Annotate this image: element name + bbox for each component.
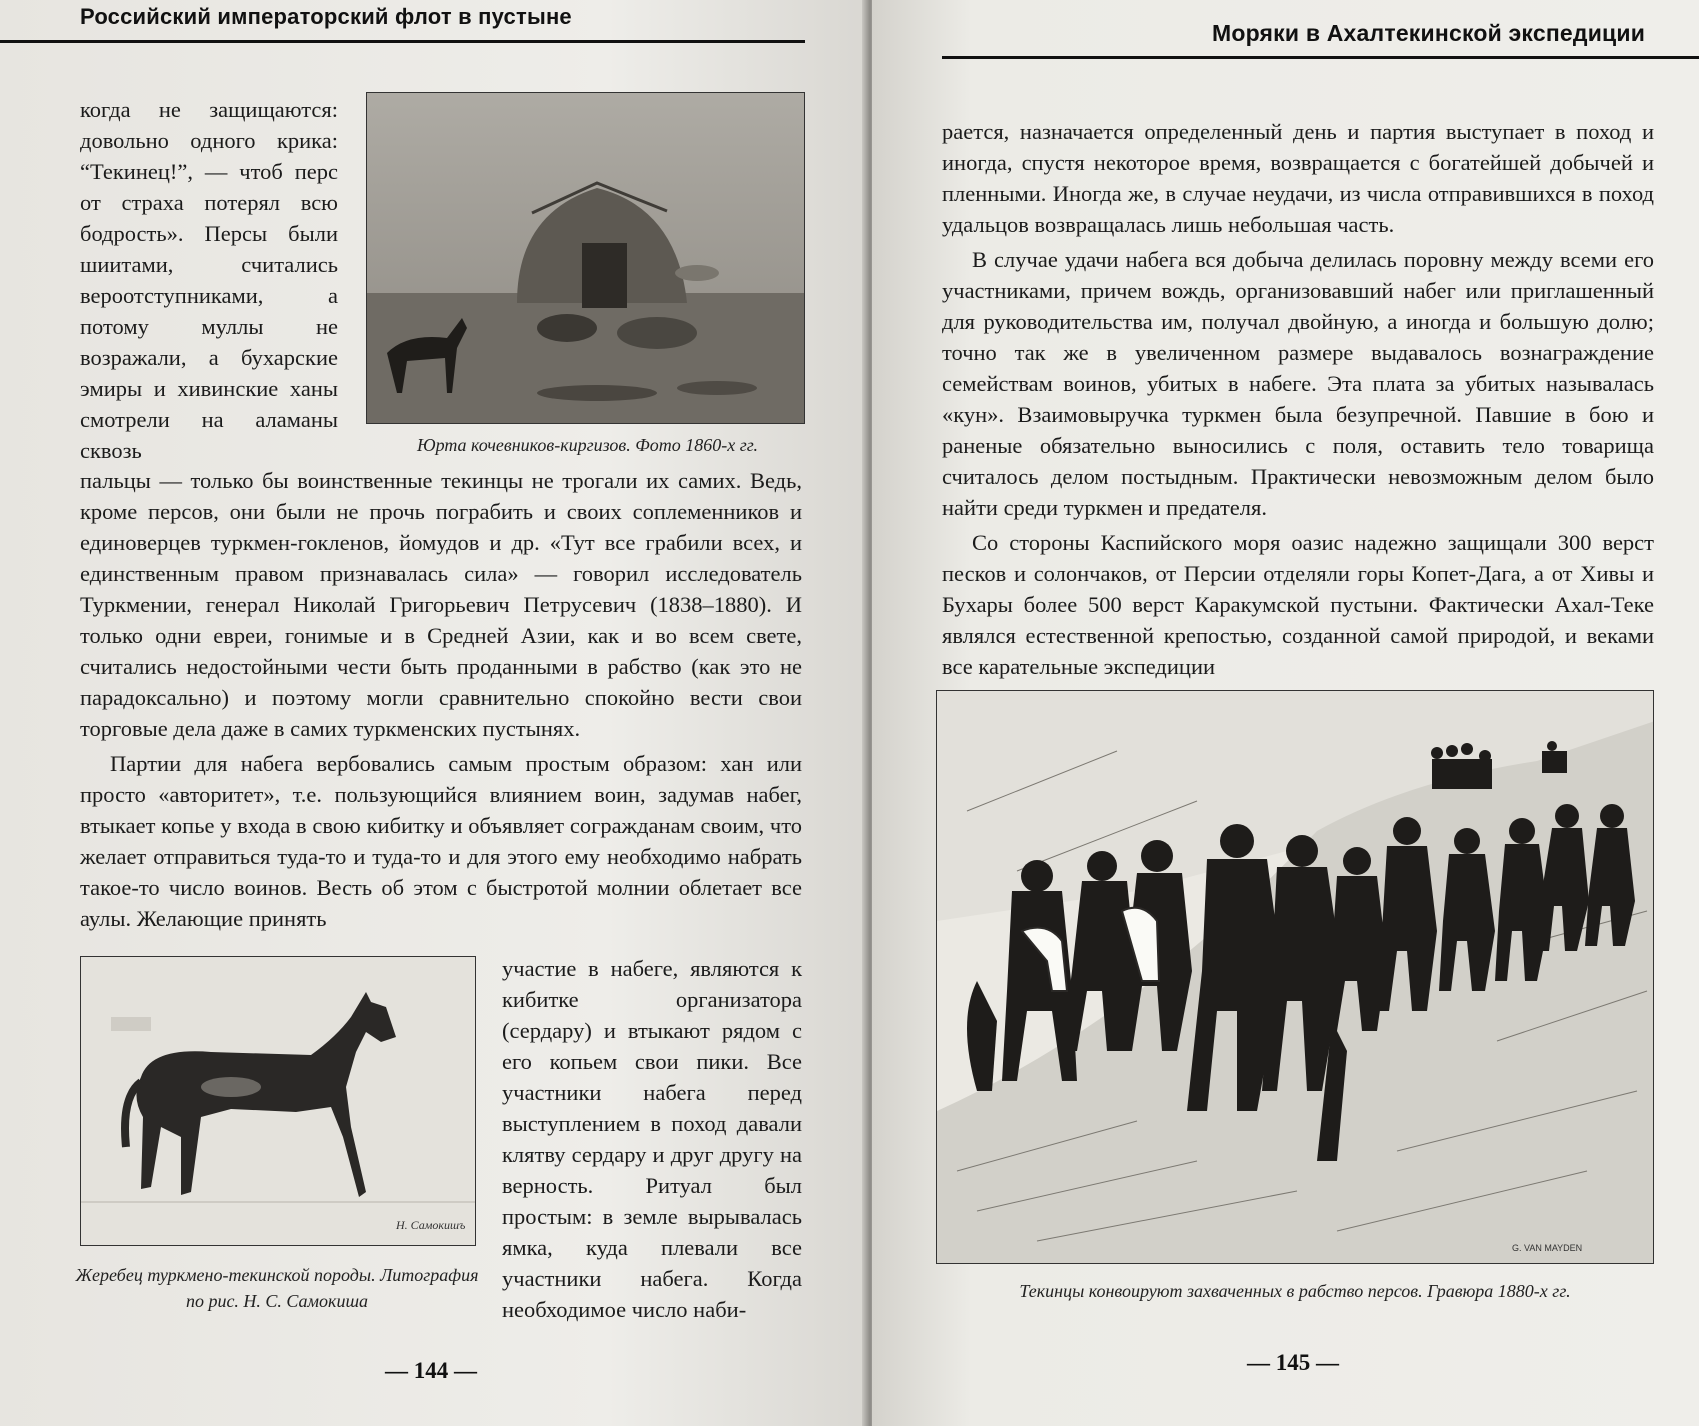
paragraph-wrap-bottom: участие в набеге, являются к кибитке организатора (сердару) и втыкают рядом с его копьем свои пики. Все участники набега перед выступлением в поход давали клятву сердару и друг другу на верность. Ритуал был простым: в земле вырывалась ямка, куда плевали все участники набега. Когда необходимое число наби-: [502, 956, 802, 1322]
paragraph-right-2: В случае удачи набега вся добыча делилась поровну между всеми его участниками, причем вождь, организовавший набег или приглашенный для руководительства им, получал двойную, а иногда и большую долю; точно так же в увеличенном размере выдавалось вознаграждение семействам воинов, убитых в набеге. Эта плата за убитых называлась «кун». Взаимовыручка туркмен была безупречной. Павшие в бою и раненые обязательно выносились с поля, оставить тело товарища считалось делом постыдным. Практически невозможным делом было найти среди туркмен и предателя.: [942, 247, 1654, 520]
engraving-signature: G. VAN MAYDEN: [1512, 1243, 1583, 1253]
horse-caption: Жеребец туркмено-текинской породы. Литография по рис. Н. С. Самокиша: [75, 1265, 479, 1311]
header-rule-left: [0, 40, 805, 43]
page-number-right: — 145 —: [1247, 1350, 1339, 1375]
engraving-figure: [936, 690, 1654, 1264]
horse-lithograph: [80, 956, 476, 1246]
paragraph-raid-parties: Партии для набега вербовались самым простым образом: хан или просто «авторитет», т.е. пользующийся влиянием воин, задумав набег, втыкает копье у входа в свою кибитку и объявляет согражданам своим, что желает отправиться туда-то и туда-то и для этого ему необходимо набрать такое-то число воинов. Весть об этом с быстротой молнии облетает все аулы. Желающие принять: [80, 751, 802, 931]
text-wrap-top: [80, 94, 338, 466]
running-head-right: Моряки в Ахалтекинской экспедиции: [1212, 20, 1646, 46]
yurt-caption: Юрта кочевников-киргизов. Фото 1860-х гг.: [417, 435, 758, 455]
paragraph-right-3: Со стороны Каспийского моря оазис надежно защищали 300 верст песков и солончаков, от Персии отделяли горы Копет-Дага, а от Хивы и Бухары более 500 верст Каракумской пустыни. Фактически Ахал-Теке являлся естественной крепостью, созданной самой природой, и веками все карательные экспедиции: [942, 530, 1654, 679]
running-head-left: Российский императорский флот в пустыне: [80, 4, 572, 29]
text-full-left: [80, 465, 802, 934]
paragraph-full-left: пальцы — только бы воинственные текинцы не трогали их самих. Ведь, кроме персов, они были не прочь пограбить и своих соплеменников и единоверцев туркмен-гокленов, йомудов и др. «Тут все грабили всех, и единственным правом признавалась сила» — говорил исследователь Туркмении, генерал Николай Григорьевич Петрусевич (1838–1880). И только одни евреи, гонимые и в Средней Азии, как и во всем свете, считались недостойными чести быть проданными в рабство (как это не парадоксально) и поэтому могли сравнительно спокойно вести свои торговые дела даже в самих туркменских пустынях.: [80, 468, 802, 741]
yurt-photo: [366, 92, 805, 424]
header-rule-right: [942, 56, 1699, 59]
paragraph-right-1: рается, назначается определенный день и партия выступает в поход и иногда, спустя некоторое время, возвращается с богатейшей добычей и пленными. Иногда же, в случае неудачи, из числа отправившихся в поход удальцов возвращалась лишь небольшая часть.: [942, 119, 1654, 237]
text-wrap-bottom: [502, 953, 802, 1325]
text-right: [942, 116, 1654, 682]
paragraph-wrap-top: когда не защищаются: довольно одного крика: “Текинец!”, — чтоб перс от страха потерял всю бодрость». Персы были шиитами, считались вероотступниками, а потому муллы не возражали, а бухарские эмиры и хивинские ханы смотрели на аламаны сквозь: [80, 97, 338, 463]
horse-signature: Н. Самокишъ: [396, 1218, 466, 1232]
page-number-left: — 144 —: [385, 1358, 477, 1383]
engraving-caption: Текинцы конвоируют захваченных в рабство персов. Гравюра 1880-х гг.: [1019, 1281, 1571, 1301]
right-page: [872, 0, 1699, 1426]
